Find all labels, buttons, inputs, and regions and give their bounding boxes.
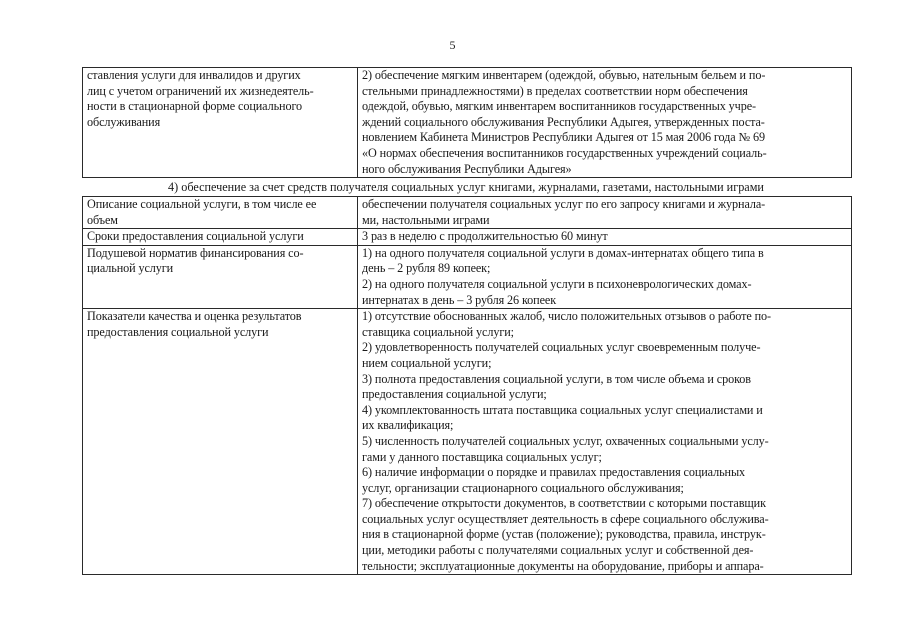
text-line: ции, методики работы с получателями социальных услуг и собственной дея- — [362, 543, 754, 558]
text-line: 7) обеспечение открытости документов, в соответствии с которыми поставщик — [362, 496, 766, 511]
table-row — [83, 68, 852, 178]
text-line: их квалификация; — [362, 418, 454, 433]
text-line: интернатах в день – 3 рубля 26 копеек — [362, 292, 557, 307]
text-line: 6) наличие информации о порядке и правилах предоставления социальных — [362, 465, 746, 480]
text-line: ния в стационарной форме (устав (положение); руководства, правила, инструк- — [362, 527, 766, 542]
text-line: ного обслуживания Республики Адыгея» — [362, 161, 572, 176]
text-line: услуг, организации стационарного социального обслуживания; — [362, 480, 684, 495]
row-label-cell — [83, 68, 358, 178]
text-line: 2) удовлетворенность получателей социальных услуг своевременным получе- — [362, 340, 761, 355]
row-value-cell — [358, 245, 852, 308]
row-value-cell — [358, 229, 852, 246]
text-line: гами у данного поставщика социальных услуг; — [362, 449, 602, 464]
text-line: обслуживания — [87, 114, 161, 129]
table-row — [83, 197, 852, 229]
text-line: ждений социального обслуживания Республики Адыгея, утвержденных поста- — [362, 114, 765, 129]
text-line: 1) отсутствие обоснованных жалоб, число положительных отзывов о работе по- — [362, 309, 771, 324]
text-line: нием социальной услуги; — [362, 355, 492, 370]
text-line: 3) полнота предоставления социальной услуги, в том числе объема и сроков — [362, 371, 751, 386]
text-line: лиц с учетом ограничений их жизнедеятель- — [87, 83, 314, 98]
text-line: объем — [87, 212, 118, 227]
text-line: 2) обеспечение мягким инвентарем (одеждой, обувью, нательным бельем и по- — [362, 68, 766, 82]
text-line: стельными принадлежностями) в пределах соответствии норм обеспечения — [362, 83, 748, 98]
text-line: Сроки предоставления социальной услуги — [87, 229, 304, 244]
row-value-cell — [358, 197, 852, 229]
text-line: социальных услуг осуществляет деятельность в сфере социального обслужива- — [362, 511, 769, 526]
text-line: предоставления социальной услуги; — [362, 387, 547, 402]
text-line: ности в стационарной форме социального — [87, 99, 303, 114]
table-row — [83, 245, 852, 308]
section-heading: 4) обеспечение за счет средств получателя социальных услуг книгами, журналами, газетами, настольными играми — [168, 180, 764, 194]
page-number: 5 — [449, 38, 456, 52]
text-line: ставления услуги для инвалидов и других — [87, 68, 301, 82]
text-line: предоставления социальной услуги — [87, 324, 269, 339]
text-line: 5) численность получателей социальных услуг, охваченных социальными услу- — [362, 433, 769, 448]
text-line: обеспечении получателя социальных услуг по его запросу книгами и журнала- — [362, 197, 766, 211]
table-row — [83, 229, 852, 246]
text-line: циальной услуги — [87, 261, 174, 276]
row-label-cell — [83, 229, 358, 246]
text-line: «О нормах обеспечения воспитанников государственных учреждений социаль- — [362, 145, 767, 160]
text-line: ставщика социальной услуги; — [362, 324, 514, 339]
text-line: Показатели качества и оценка результатов — [87, 309, 302, 324]
text-line: 1) на одного получателя социальной услуги в домах-интернатах общего типа в — [362, 245, 764, 260]
row-label-cell — [83, 309, 358, 575]
text-line: новлением Кабинета Министров Республики Адыгея от 15 мая 2006 года № 69 — [362, 130, 765, 145]
service-table — [82, 196, 852, 575]
text-line: Подушевой норматив финансирования со- — [87, 245, 304, 260]
row-label-cell — [83, 197, 358, 229]
text-line: 3 раз в неделю с продолжительностью 60 минут — [362, 229, 608, 244]
text-line: день – 2 рубля 89 копеек; — [362, 261, 491, 276]
text-line: одеждой, обувью, мягким инвентарем воспитанников государственных учре- — [362, 99, 756, 114]
row-value-cell — [358, 309, 852, 575]
row-label-cell — [83, 245, 358, 308]
text-line: 2) на одного получателя социальной услуги в психоневрологических домах- — [362, 276, 752, 291]
text-line: 4) укомплектованность штата поставщика социальных услуг специалистами и — [362, 402, 763, 417]
row-value-cell — [358, 68, 852, 178]
text-line: Описание социальной услуги, в том числе ее — [87, 197, 317, 211]
table-row — [83, 309, 852, 575]
continuation-table — [82, 67, 852, 178]
text-line: ми, настольными играми — [362, 212, 490, 227]
text-line: тельности; эксплуатационные документы на оборудование, приборы и аппара- — [362, 558, 764, 573]
